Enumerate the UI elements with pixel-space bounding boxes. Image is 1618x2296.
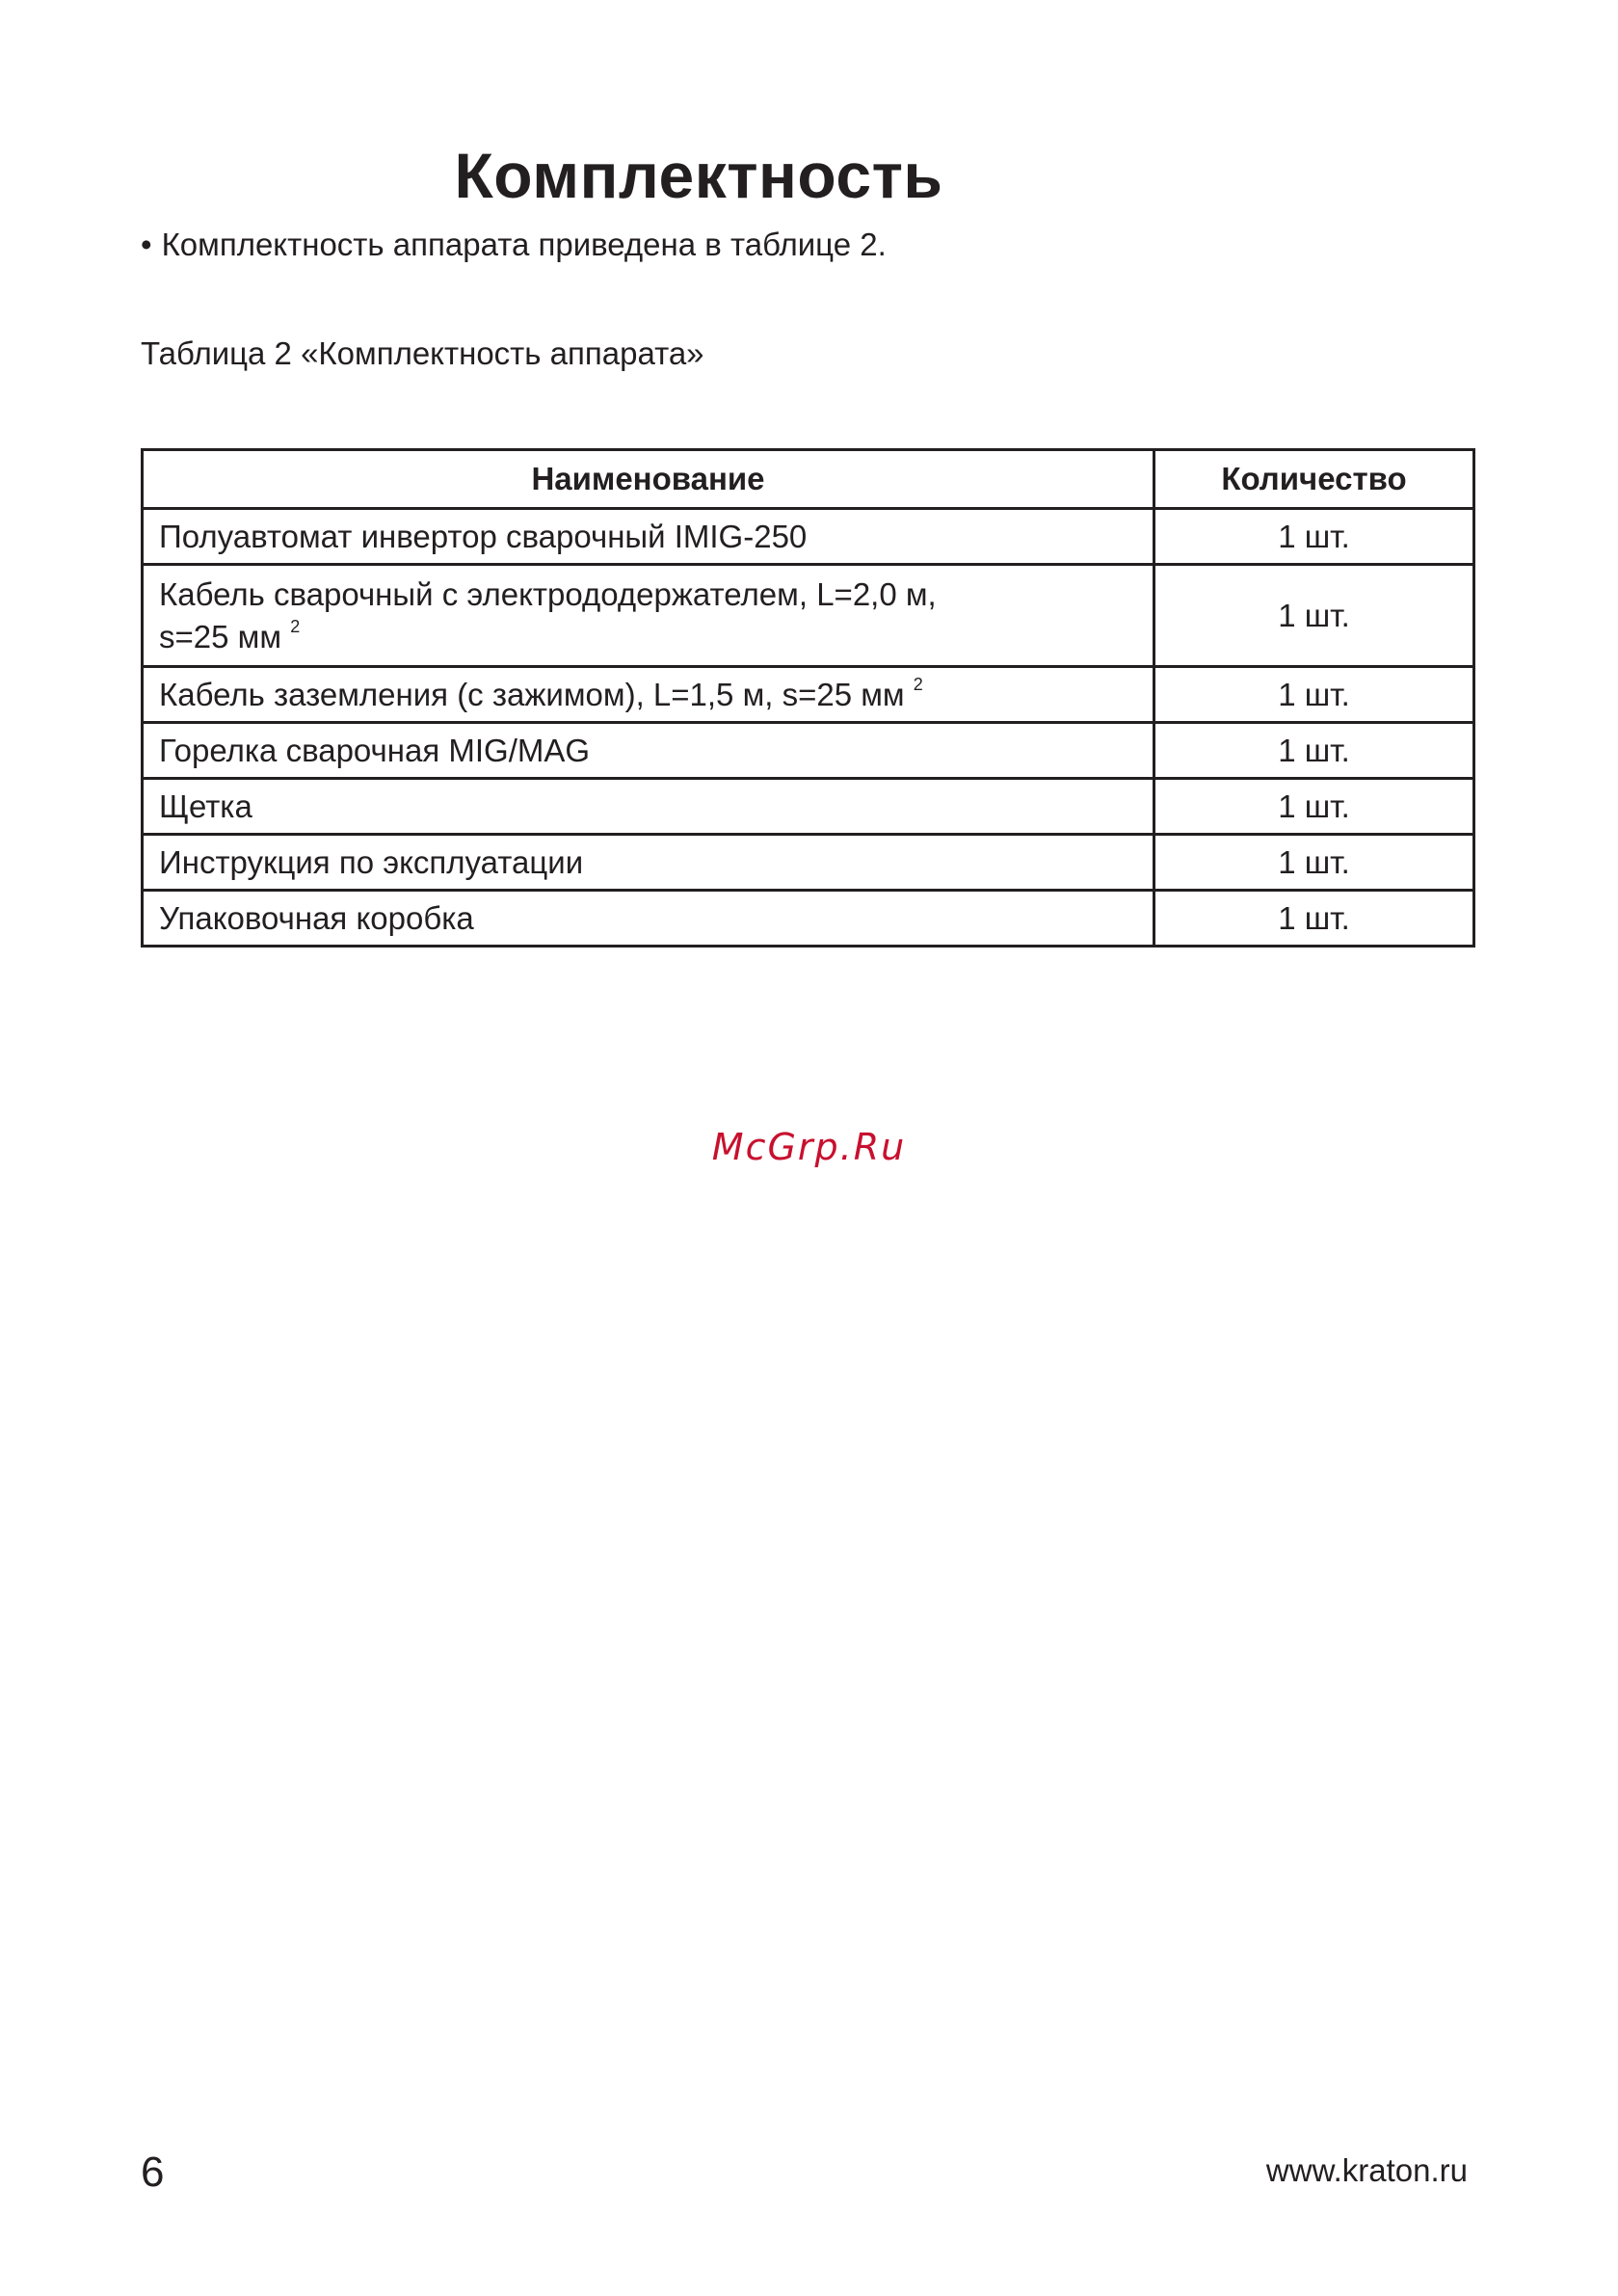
table-row [143, 891, 1474, 947]
intro-text: Комплектность аппарата приведена в таблице 2. [161, 227, 887, 262]
watermark-text: McGrp.Ru [711, 1126, 907, 1168]
item-name: Инструкция по эксплуатации [143, 835, 1154, 891]
item-name: Упаковочная коробка [143, 891, 1154, 947]
header-quantity: Количество [1154, 450, 1474, 509]
table-row [143, 565, 1474, 667]
website-link[interactable]: www.kraton.ru [1265, 2152, 1468, 2188]
item-quantity: 1 шт. [1154, 723, 1474, 779]
table-header-row [143, 450, 1474, 509]
page-title: Комплектность [454, 140, 943, 212]
superscript-two: 2 [290, 616, 301, 636]
item-quantity: 1 шт. [1154, 565, 1474, 667]
item-name: Щетка [143, 779, 1154, 835]
kit-table [141, 448, 1475, 948]
item-name [143, 565, 1154, 667]
table-row [143, 779, 1474, 835]
table-row [143, 835, 1474, 891]
item-quantity: 1 шт. [1154, 509, 1474, 565]
page-number: 6 [141, 2149, 165, 2196]
item-name-text: Кабель заземления (с зажимом), L=1,5 м, s=25 мм [159, 676, 905, 712]
item-quantity: 1 шт. [1154, 835, 1474, 891]
header-name: Наименование [143, 450, 1154, 509]
item-quantity: 1 шт. [1154, 779, 1474, 835]
item-name-line1: Кабель сварочный с электрододержателем, L=2,0 м, [159, 575, 937, 612]
intro-paragraph [141, 224, 887, 266]
superscript-two: 2 [913, 674, 923, 694]
table-row [143, 667, 1474, 723]
item-quantity: 1 шт. [1154, 891, 1474, 947]
table-caption: Таблица 2 «Комплектность аппарата» [141, 335, 704, 371]
item-quantity: 1 шт. [1154, 667, 1474, 723]
item-name [143, 667, 1154, 723]
bullet-marker: • [141, 227, 152, 262]
item-name: Полуавтомат инвертор сварочный IMIG-250 [143, 509, 1154, 565]
item-name-line2: s=25 мм [159, 618, 282, 654]
table-row [143, 509, 1474, 565]
table-row [143, 723, 1474, 779]
item-name: Горелка сварочная MIG/MAG [143, 723, 1154, 779]
